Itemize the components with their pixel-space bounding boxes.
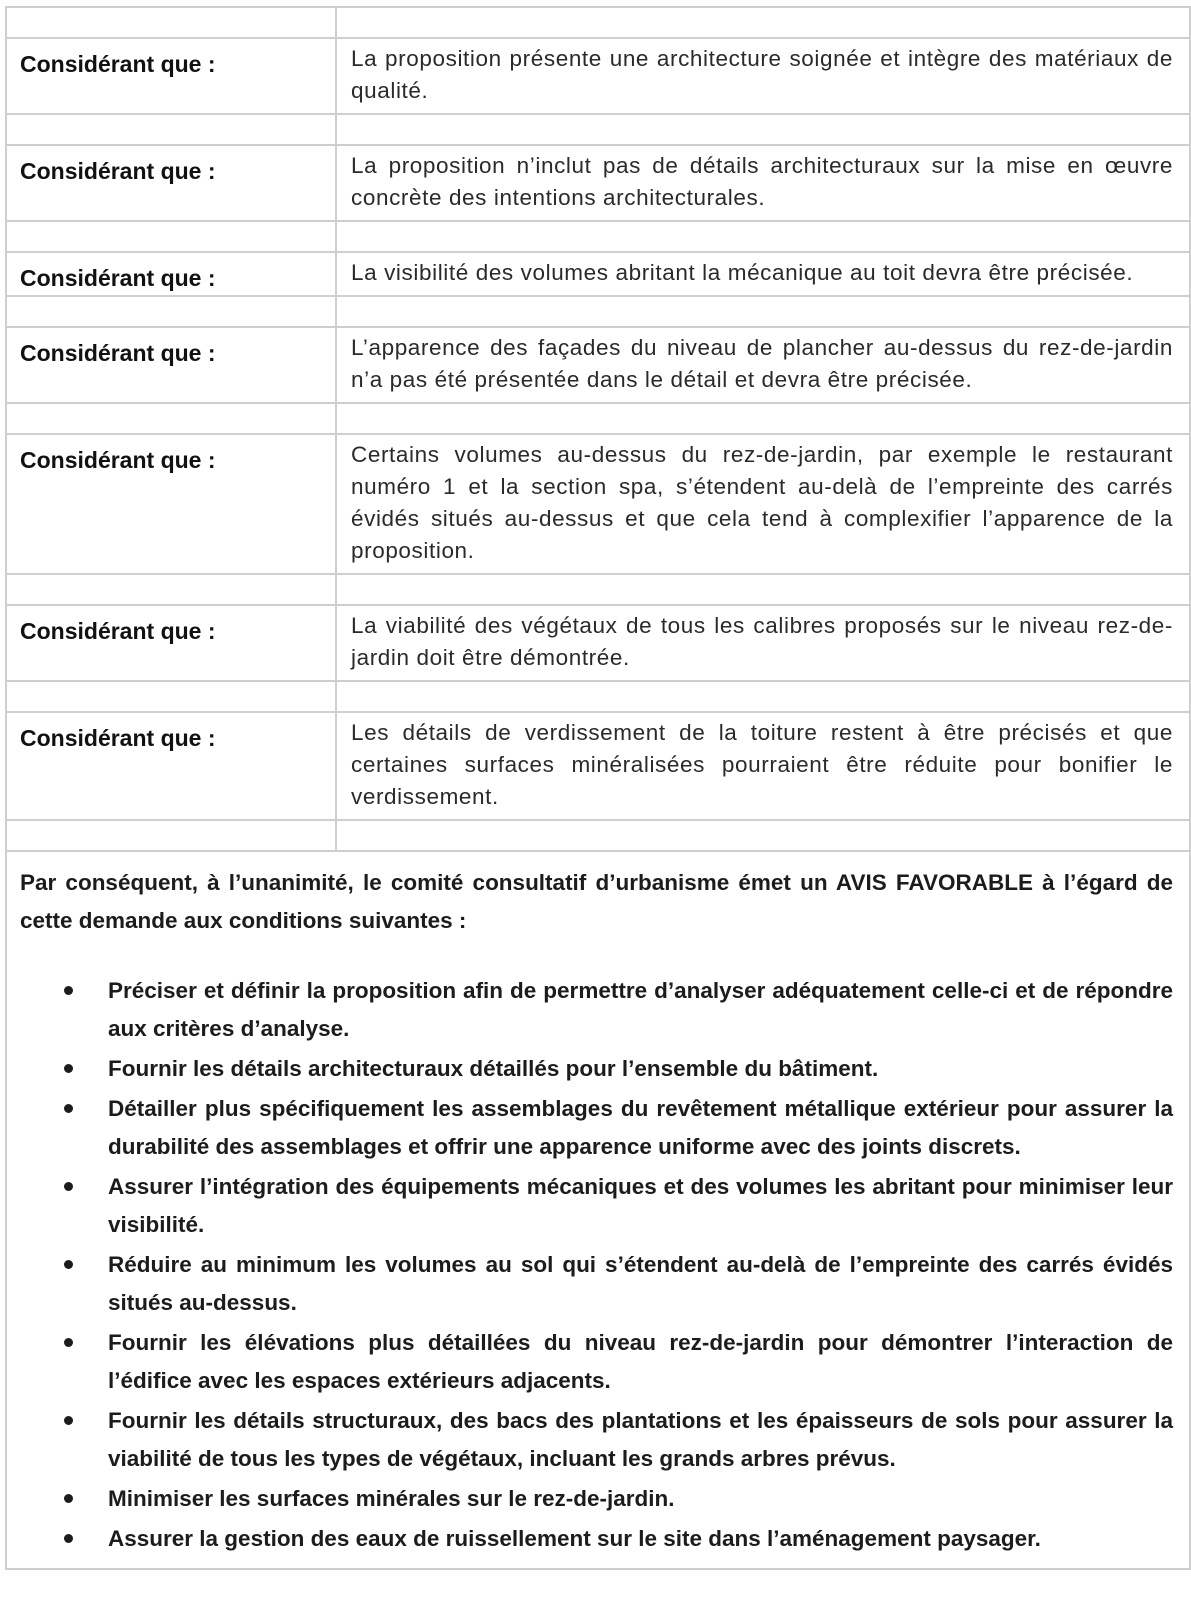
bullet-icon <box>64 1338 73 1347</box>
spacer-row <box>6 574 1190 605</box>
consideration-label: Considérant que : <box>20 340 216 366</box>
spacer-row <box>6 221 1190 252</box>
consideration-text: L’apparence des façades du niveau de plancher au-dessus du rez-de-jardin n’a pas été présentée dans le détail et devra être précisée. <box>351 335 1173 392</box>
consideration-label: Considérant que : <box>20 618 216 644</box>
condition-item <box>20 1090 1173 1166</box>
conclusion-intro: Par conséquent, à l’unanimité, le comité consultatif d’urbanisme émet un AVIS FAVORABLE à l’égard de cette demande aux conditions suivantes : <box>20 870 1173 933</box>
condition-text: Minimiser les surfaces minérales sur le rez-de-jardin. <box>108 1486 675 1511</box>
consideration-row <box>6 605 1190 681</box>
consideration-row <box>6 434 1190 574</box>
consideration-row <box>6 327 1190 403</box>
spacer-row <box>6 820 1190 851</box>
document-page <box>5 6 1189 1570</box>
spacer-row <box>6 7 1190 38</box>
paragraph-gap <box>20 940 1173 972</box>
consideration-row <box>6 712 1190 820</box>
spacer-row <box>6 681 1190 712</box>
condition-text: Détailler plus spécifiquement les assemblages du revêtement métallique extérieur pour assurer la durabilité des assemblages et offrir une apparence uniforme avec des joints discrets. <box>108 1096 1173 1159</box>
bullet-icon <box>64 1416 73 1425</box>
spacer-row <box>6 296 1190 327</box>
consideration-label: Considérant que : <box>20 447 216 473</box>
condition-item <box>20 1402 1173 1478</box>
bullet-icon <box>64 1260 73 1269</box>
consideration-text: La proposition présente une architecture soignée et intègre des matériaux de qualité. <box>351 46 1173 103</box>
consideration-row <box>6 145 1190 221</box>
bullet-icon <box>64 1064 73 1073</box>
considerations-table <box>5 6 1191 1570</box>
condition-text: Préciser et définir la proposition afin de permettre d’analyser adéquatement celle-ci et de répondre aux critères d’analyse. <box>108 978 1173 1041</box>
condition-item <box>20 972 1173 1048</box>
condition-text: Réduire au minimum les volumes au sol qui s’étendent au-delà de l’empreinte des carrés évidés situés au-dessus. <box>108 1252 1173 1315</box>
consideration-text: La visibilité des volumes abritant la mécanique au toit devra être précisée. <box>351 260 1134 285</box>
consideration-text: Les détails de verdissement de la toiture restent à être précisés et que certaines surfaces minéralisées pourraient être réduite pour bonifier le verdissement. <box>351 720 1173 809</box>
bullet-icon <box>64 1534 73 1543</box>
consideration-label: Considérant que : <box>20 158 216 184</box>
condition-item <box>20 1520 1173 1558</box>
consideration-text: La viabilité des végétaux de tous les calibres proposés sur le niveau rez-de-jardin doit être démontrée. <box>351 613 1173 670</box>
condition-item <box>20 1324 1173 1400</box>
consideration-text: Certains volumes au-dessus du rez-de-jardin, par exemple le restaurant numéro 1 et la section spa, s’étendent au-delà de l’empreinte des carrés évidés situés au-dessus et que cela tend à complexifier l’apparence de la proposition. <box>351 442 1173 563</box>
consideration-row <box>6 252 1190 296</box>
consideration-text: La proposition n’inclut pas de détails architecturaux sur la mise en œuvre concrète des intentions architecturales. <box>351 153 1173 210</box>
consideration-label: Considérant que : <box>20 265 216 291</box>
consideration-label: Considérant que : <box>20 725 216 751</box>
condition-text: Fournir les détails structuraux, des bacs des plantations et les épaisseurs de sols pour assurer la viabilité de tous les types de végétaux, incluant les grands arbres prévus. <box>108 1408 1173 1471</box>
spacer-row <box>6 114 1190 145</box>
spacer-row <box>6 403 1190 434</box>
conditions-list <box>20 972 1173 1558</box>
condition-text: Assurer la gestion des eaux de ruissellement sur le site dans l’aménagement paysager. <box>108 1526 1041 1551</box>
consideration-row <box>6 38 1190 114</box>
bullet-icon <box>64 1182 73 1191</box>
condition-text: Assurer l’intégration des équipements mécaniques et des volumes les abritant pour minimiser leur visibilité. <box>108 1174 1173 1237</box>
conclusion-row <box>6 851 1190 1569</box>
bullet-icon <box>64 1494 73 1503</box>
condition-text: Fournir les détails architecturaux détaillés pour l’ensemble du bâtiment. <box>108 1056 879 1081</box>
consideration-label: Considérant que : <box>20 51 216 77</box>
condition-text: Fournir les élévations plus détaillées du niveau rez-de-jardin pour démontrer l’interaction de l’édifice avec les espaces extérieurs adjacents. <box>108 1330 1173 1393</box>
condition-item <box>20 1246 1173 1322</box>
bullet-icon <box>64 1104 73 1113</box>
condition-item <box>20 1168 1173 1244</box>
condition-item <box>20 1480 1173 1518</box>
bullet-icon <box>64 986 73 995</box>
condition-item <box>20 1050 1173 1088</box>
